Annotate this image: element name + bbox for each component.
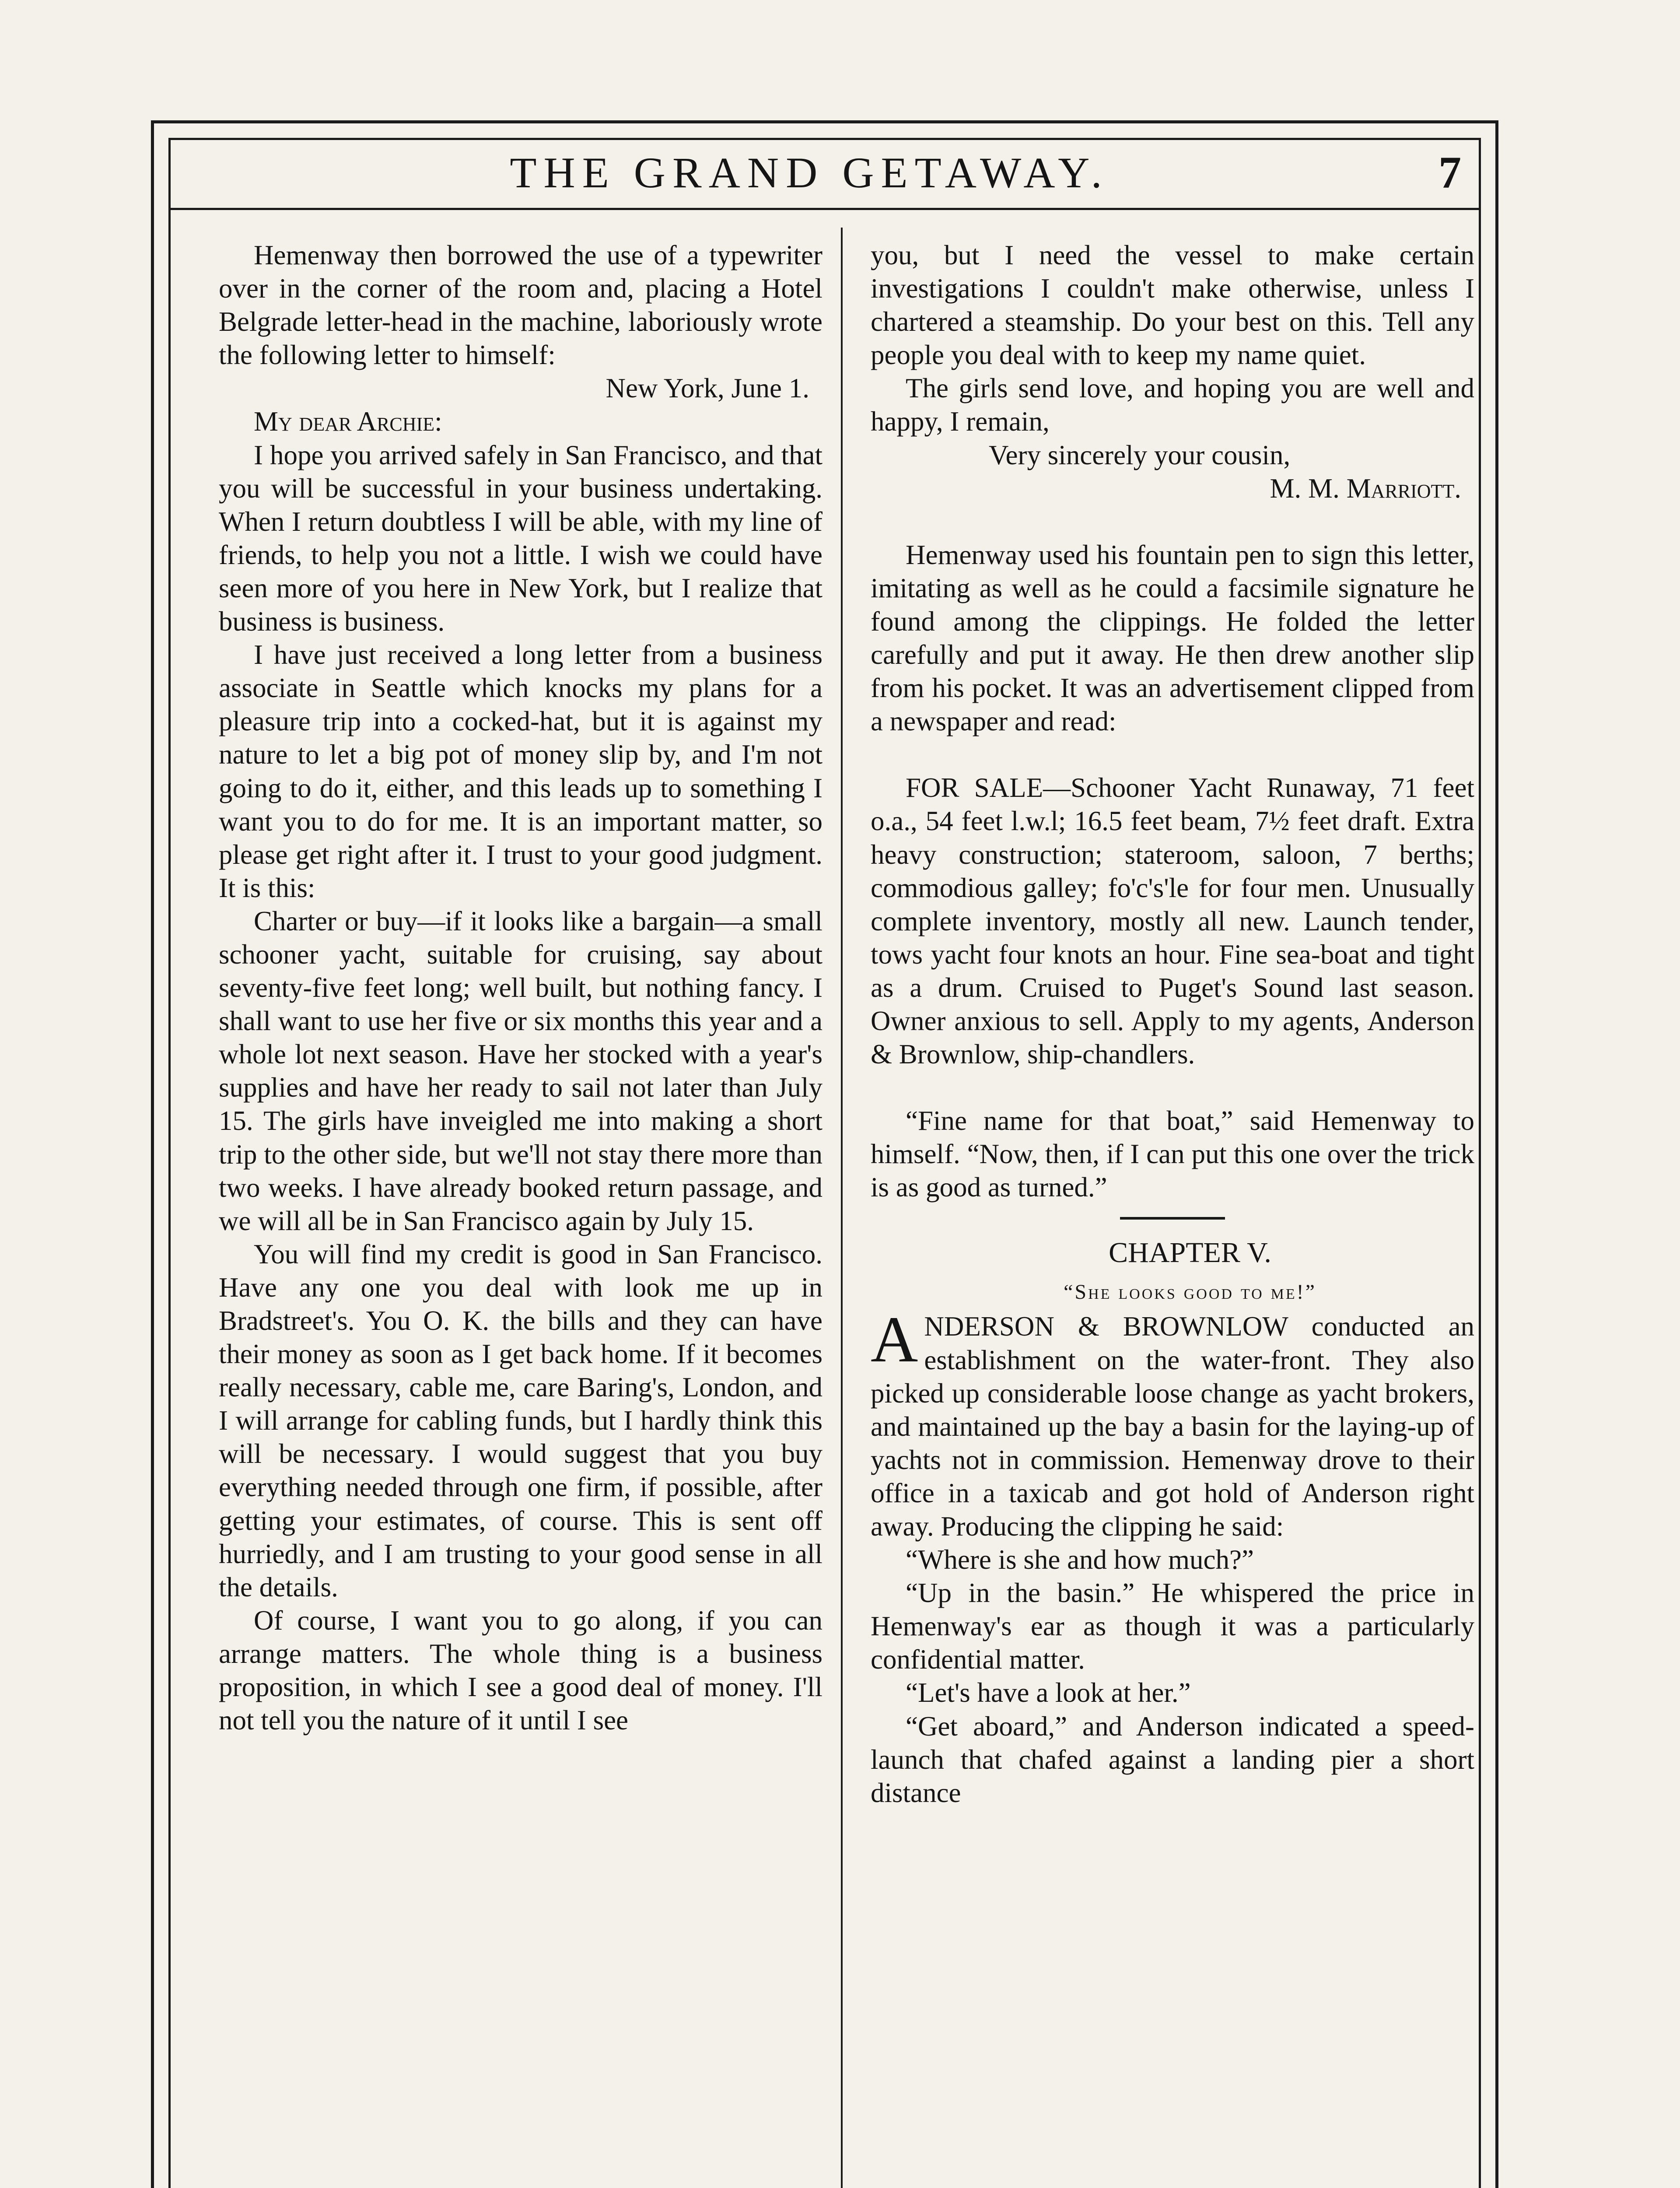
running-head: THE GRAND GETAWAY. — [510, 148, 1109, 197]
column-divider — [841, 228, 843, 2188]
intro-paragraph: Hemenway then borrowed the use of a typewriter over in the corner of the room and, placing a Hotel Belgrade letter-head in the machine, laboriously wrote the following letter to himself: — [219, 240, 822, 371]
spacer — [871, 1071, 1474, 1104]
spacer — [871, 738, 1474, 771]
chapter-paragraph-1 — [871, 1303, 1474, 1543]
letter-paragraph-5: Of course, I want you to go along, if you can arrange matters. The whole thing is a business proposition, in which I see a good deal of money. I'll not tell you the nature of it until I see — [219, 1605, 822, 1736]
dialogue-4: “Get aboard,” and Anderson indicated a speed-launch that chafed against a landing pier a short distance — [871, 1711, 1474, 1808]
letter-paragraph-2: I have just received a long letter from a business associate in Seattle which knocks my plans for a pleasure trip into a cocked-hat, but it is against my nature to let a big pot of money slip by, and I'm not going to do it, either, and this leads up to something I want you to do for me. It is an important matter, so please get right after it. I trust to your good judgment. It is this: — [219, 639, 822, 903]
right-column — [871, 238, 1474, 2188]
advertisement-text: FOR SALE—Schooner Yacht Runaway, 71 feet o.a., 54 feet l.w.l; 16.5 feet beam, 7½ feet draft. Extra heavy construction; stateroom, saloon, 7 berths; commodious galley; fo'c's'le for four men. Unusually complete inventory, mostly all new. Launch tender, tows yacht four knots an hour. Fine sea-boat and tight as a drum. Cruised to Puget's Sound last season. Owner anxious to sell. Apply to my agents, Anderson & Brownlow, ship-chandlers. — [871, 772, 1474, 1070]
letter-paragraph-1: I hope you arrived safely in San Francisco, and that you will be successful in your business undertaking. When I return doubtless I will be able, with my line of friends, to help you not a little. I wish we could have seen more of you here in New York, but I realize that business is business. — [219, 439, 822, 637]
letter-dateline: New York, June 1. — [606, 373, 809, 404]
chapter-paragraph-1-text: NDERSON & BROWNLOW conducted an establishment on the water-front. They also picked up considerable loose change as yacht brokers, and maintained up the bay a basin for the laying-up of yachts not in commission. Hemenway drove to their office in a taxicab and got hold of Anderson right away. Producing the clipping he said: — [871, 1311, 1474, 1542]
advertisement-block — [871, 771, 1474, 1071]
chapter-subtitle: “She looks good to me!” — [1064, 1280, 1316, 1304]
chapter-title: CHAPTER V. — [1109, 1237, 1271, 1269]
dialogue-3: “Let's have a look at her.” — [906, 1677, 1191, 1708]
letter-paragraph-4: You will find my credit is good in San Francisco. Have any one you deal with look me up in Bradstreet's. You O. K. the bills and they can have their money as soon as I get back home. If it becomes really necessary, cable me, care Baring's, London, and I will arrange for cabling funds, but I hardly think this will be necessary. I would suggest that you buy everything needed through one firm, if possible, after getting your estimates, of course. This is sent off hurriedly, and I am trusting to your good sense in all the details. — [219, 1238, 822, 1602]
chapter-rule — [1120, 1217, 1225, 1220]
letter-signature: M. M. Marriott. — [1270, 473, 1461, 504]
letter-paragraph-5-continued: you, but I need the vessel to make certain investigations I couldn't make otherwise, unless I chartered a steamship. Do your best on this. Tell any people you deal with to keep my name quiet. — [871, 240, 1474, 371]
left-column — [219, 238, 822, 2188]
dialogue-2: “Up in the basin.” He whispered the price in Hemenway's ear as though it was a particularly confidential matter. — [871, 1578, 1474, 1675]
spacer — [871, 505, 1474, 538]
drop-cap: A — [871, 1303, 918, 1376]
paragraph-fine-name: “Fine name for that boat,” said Hemenway to himself. “Now, then, if I can put this one over the trick is as good as turned.” — [871, 1105, 1474, 1203]
letter-salutation: My dear Archie: — [254, 406, 442, 437]
dialogue-1: “Where is she and how much?” — [906, 1544, 1254, 1575]
paragraph-signed-letter: Hemenway used his fountain pen to sign this letter, imitating as well as he could a facsimile signature he found among the clippings. He folded the letter carefully and put it away. He then drew another slip from his pocket. It was an advertisement clipped from a newspaper and read: — [871, 539, 1474, 737]
header-rule — [168, 208, 1481, 210]
page-number: 7 — [1438, 147, 1461, 198]
letter-paragraph-3: Charter or buy—if it looks like a bargain—a small schooner yacht, suitable for cruising, say about seventy-five feet long; well built, but nothing fancy. I shall want to use her five or six months this year and a whole lot next season. Have her stocked with a year's supplies and have her ready to sail not later than July 15. The girls have inveigled me into making a short trip to the other side, but we'll not stay there more than two weeks. I have already booked return passage, and we will all be in San Francisco again by July 15. — [219, 905, 822, 1236]
letter-paragraph-6: The girls send love, and hoping you are well and happy, I remain, — [871, 373, 1474, 437]
letter-closing: Very sincerely your cousin, — [989, 439, 1291, 470]
